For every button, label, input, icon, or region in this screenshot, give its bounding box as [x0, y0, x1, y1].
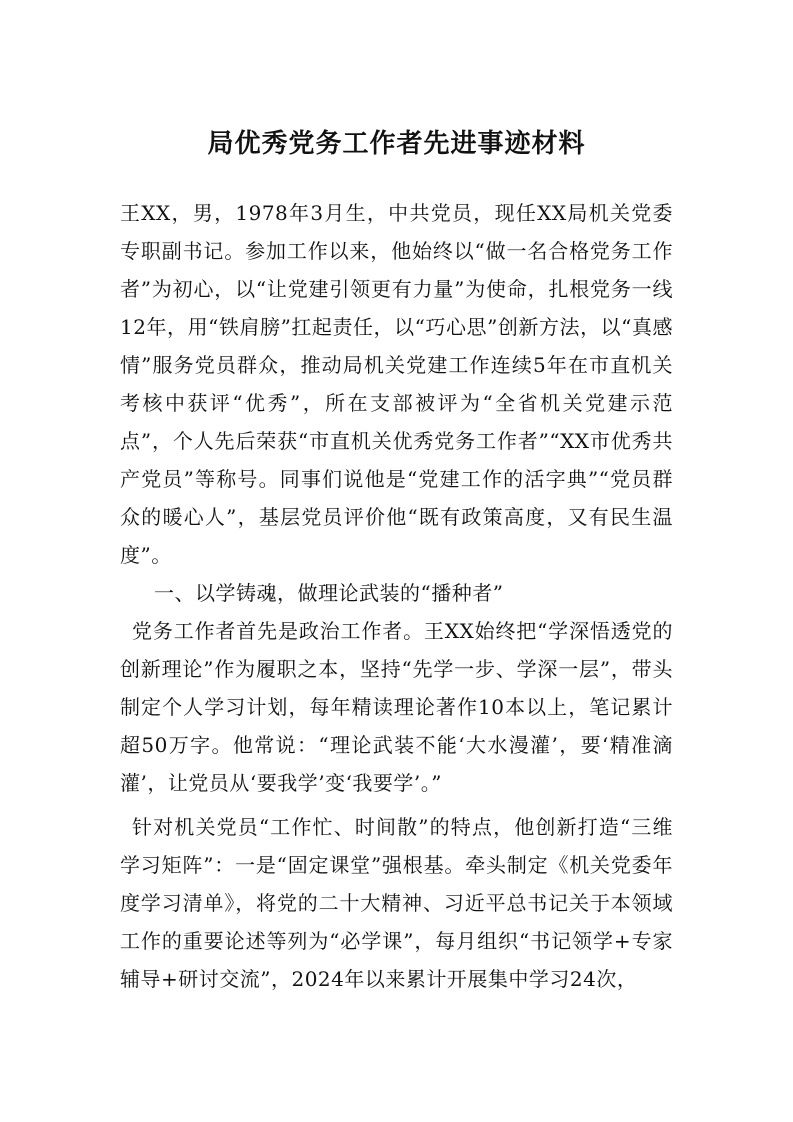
- section-1-paragraph-2: 针对机关党员“工作忙、时间散”的特点，他创新打造“三维学习矩阵”：一是“固定课堂”强根基。牵头制定《机关党委年度学习清单》，将党的二十大精神、习近平总书记关于本领域工作的重要论述等列为“必学课”，每月组织“书记领学+专家辅导+研讨交流”，2024年以来累计开展集中学习24次，: [120, 815, 673, 991]
- document-title: 局优秀党务工作者先进事迹材料: [207, 129, 586, 159]
- intro-paragraph: 王XX，男，1978年3月生，中共党员，现任XX局机关党委专职副书记。参加工作以来，他始终以“做一名合格党务工作者”为初心，以“让党建引领更有力量”为使命，扎根党务一线12年，用“铁肩膀”扛起责任，以“巧心思”创新方法，以“真感情”服务党员群众，推动局机关党建工作连续5年在市直机关考核中获评“优秀”，所在支部被评为“全省机关党建示范点”，个人先后荣获“市直机关优秀党务工作者”“XX市优秀共产党员”等称号。同事们说他是“党建工作的活字典”“党员群众的暖心人”，基层党员评价他“既有政策高度，又有民生温度”。: [120, 201, 673, 567]
- section-1-paragraph-1: 党务工作者首先是政治工作者。王XX始终把“学深悟透党的创新理论”作为履职之本，坚持“先学一步、学深一层”，带头制定个人学习计划，每年精读理论著作10本以上，笔记累计超50万字。他常说：“理论武装不能‘大水漫灌’，要‘精准滴灌’，让党员从‘要我学’变‘我要学’。”: [120, 619, 673, 795]
- section-heading-1: 一、以学铸魂，做理论武装的“播种者”: [154, 581, 504, 605]
- document-body: [120, 194, 673, 998]
